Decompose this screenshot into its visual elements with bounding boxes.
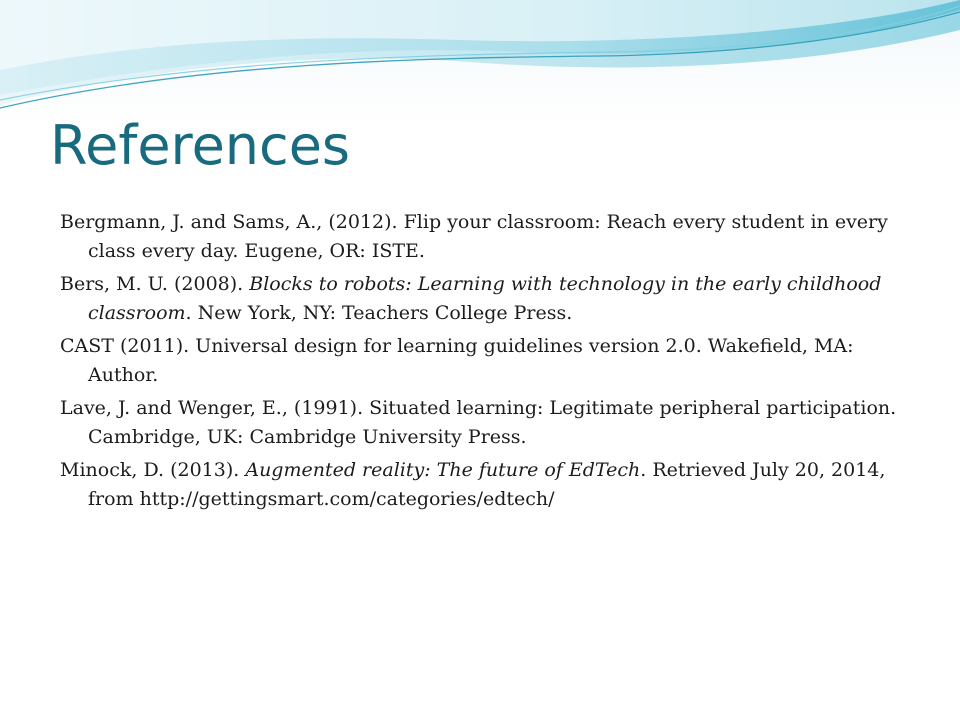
reference-text-end: . Retrieved July 20, 2014, from http://gettingsmart.com/categories/edtech/	[88, 459, 886, 510]
reference-item	[60, 270, 920, 328]
reference-text: Bergmann, J. and Sams, A., (2012). Flip your classroom: Reach every student in every class every day. Eugene, OR: ISTE.	[60, 211, 888, 262]
reference-book-title: Blocks to robots: Learning with technology in the early childhood classroom	[88, 273, 882, 324]
reference-article-title: Augmented reality: The future of EdTech	[245, 459, 641, 481]
references-list	[60, 208, 920, 518]
decorative-wave-banner	[0, 0, 960, 120]
slide-title: References	[50, 114, 351, 177]
reference-text: CAST (2011). Universal design for learning guidelines version 2.0. Wakefield, MA: Author.	[60, 335, 854, 386]
reference-item	[60, 456, 920, 514]
reference-text: Bers, M. U. (2008).	[60, 273, 250, 295]
reference-item	[60, 208, 920, 266]
reference-text: Minock, D. (2013).	[60, 459, 246, 481]
reference-text: Lave, J. and Wenger, E., (1991). Situated learning: Legitimate peripheral participation. Cambridge, UK: Cambridge University Press.	[60, 397, 897, 448]
reference-item	[60, 394, 920, 452]
reference-text-end: . New York, NY: Teachers College Press.	[185, 302, 573, 324]
reference-item	[60, 332, 920, 390]
